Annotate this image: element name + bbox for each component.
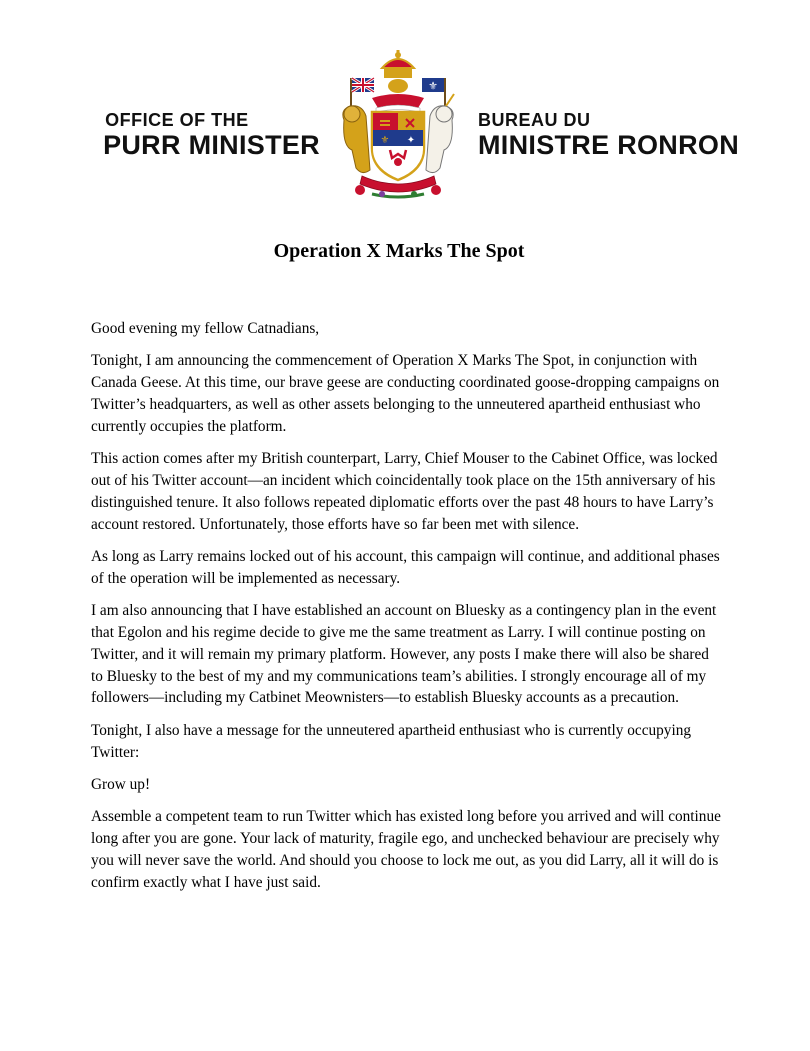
paragraph-2: This action comes after my British counterpart, Larry, Chief Mouser to the Cabinet Office, was locked out of his Twitter account—an incident which coincidentally took place on the 15th anniversary of his distinguished tenure. It also follows repeated diplomatic efforts over the past 48 hours to have Larry’s account restored. Unfortunately, those efforts have so far been met with silence.	[91, 450, 718, 533]
unicorn-supporter-icon	[426, 94, 454, 173]
ministre-ronron-label: MINISTRE RONRON	[478, 130, 739, 160]
shield-icon	[372, 112, 424, 180]
letterhead	[0, 50, 810, 200]
letterhead-english	[103, 110, 320, 160]
office-of-the-label: OFFICE OF THE	[105, 110, 249, 130]
paragraph-7: Assemble a competent team to run Twitter which has existed long before you arrived and will continue long after you are gone. Your lack of maturity, fragile ego, and unchecked behaviour are precisely why you will never save the world. And should you choose to lock me out, as you did Larry, all it will do is confirm exactly what I have just said.	[91, 808, 721, 891]
paragraph-greeting: Good evening my fellow Catnadians,	[91, 320, 320, 337]
letterhead-french	[478, 110, 739, 160]
paragraph-6: Grow up!	[91, 775, 151, 793]
paragraph-5: Tonight, I also have a message for the unneutered apartheid enthusiast who is currently occupying Twitter:	[91, 721, 691, 761]
document-body	[91, 318, 721, 904]
paragraph-1: Tonight, I am announcing the commencement of Operation X Marks The Spot, in conjunction with Canada Geese. At this time, our brave geese are conducting coordinated goose-dropping campaigns on Twitter’s headquarters, as well as other assets belonging to the unneutered apartheid enthusiast who currently occupies the platform.	[91, 352, 720, 435]
coat-of-arms-icon	[332, 50, 464, 200]
paragraph-4: I am also announcing that I have established an account on Bluesky as a contingency plan in the event that Egolon and his regime decide to give me the same treatment as Larry. I will continue posting on Twitter, and it will remain my primary platform. However, any posts I make there will also be shared to Bluesky to the best of my and my communications team’s abilities. I strongly encourage all of my followers—including my Catbinet Meownisters—to establish Bluesky accounts as a precaution.	[91, 602, 717, 707]
document-title: Operation X Marks The Spot	[273, 240, 525, 262]
purr-minister-label: PURR MINISTER	[103, 130, 320, 160]
lion-supporter-icon	[343, 106, 370, 173]
svg-text:✦: ✦	[406, 135, 416, 146]
crown-icon	[382, 50, 414, 78]
svg-text:⚜: ⚜	[380, 135, 390, 146]
svg-text:⚜: ⚜	[428, 79, 438, 93]
paragraph-3: As long as Larry remains locked out of his account, this campaign will continue, and additional phases of the operation will be implemented as necessary.	[91, 547, 720, 587]
bureau-du-label: BUREAU DU	[478, 110, 591, 130]
